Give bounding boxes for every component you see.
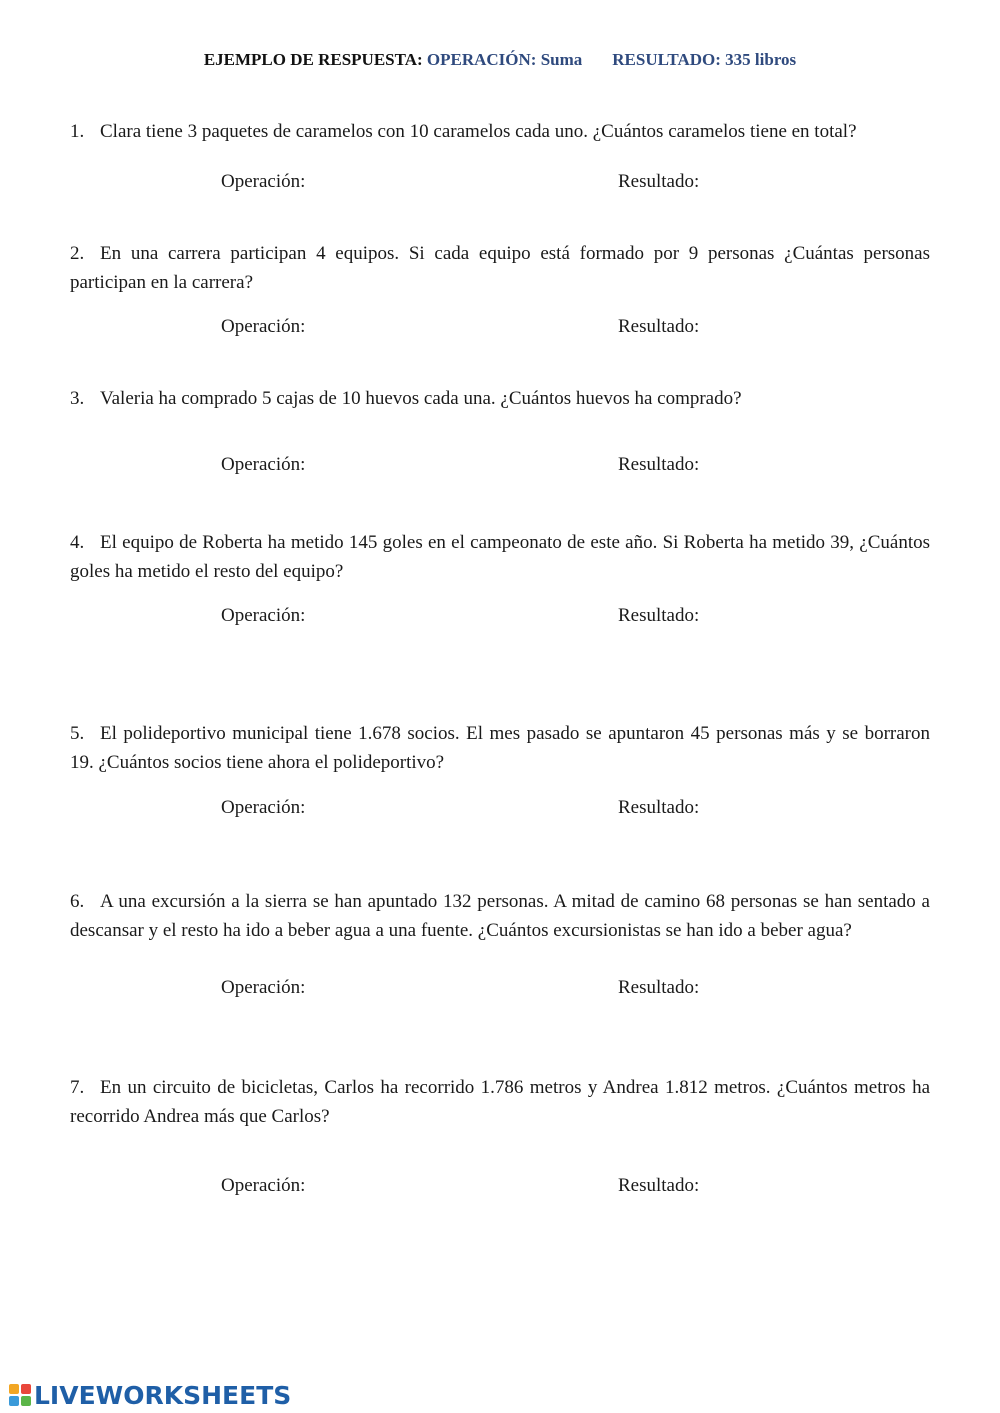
question-number: 4. [70, 532, 85, 553]
question-6-result[interactable] [618, 977, 699, 999]
example-answer-header [0, 50, 1000, 70]
example-colon: : [416, 50, 423, 69]
question-3-operation[interactable] [221, 454, 305, 476]
operation-label: Operación: [221, 316, 306, 337]
result-label: Resultado: [618, 316, 700, 337]
question-1 [70, 117, 930, 146]
brand-name: LIVEWORKSHEETS [34, 1380, 292, 1410]
question-number: 5. [70, 723, 85, 744]
question-number: 6. [70, 891, 85, 912]
result-label: Resultado: [618, 605, 700, 626]
question-2 [70, 239, 930, 297]
question-7 [70, 1073, 930, 1131]
liveworksheets-logo-icon [8, 1383, 32, 1407]
question-6-operation[interactable] [221, 977, 305, 999]
question-7-result[interactable] [618, 1175, 699, 1197]
question-3-result[interactable] [618, 454, 699, 476]
question-1-result[interactable] [618, 171, 699, 193]
question-number: 1. [70, 121, 85, 142]
operation-label: Operación: [221, 977, 306, 998]
question-6 [70, 887, 930, 945]
question-5 [70, 719, 930, 777]
operation-label: Operación: [221, 797, 306, 818]
operation-label: Operación: [221, 171, 306, 192]
example-label: EJEMPLO DE RESPUESTA [203, 50, 417, 69]
result-label: Resultado: [618, 171, 700, 192]
question-3 [70, 384, 930, 413]
question-2-operation[interactable] [221, 316, 305, 338]
result-label: Resultado: [618, 977, 700, 998]
question-number: 7. [70, 1077, 85, 1098]
question-2-result[interactable] [618, 316, 699, 338]
liveworksheets-logo[interactable] [8, 1381, 291, 1409]
question-7-operation[interactable] [221, 1175, 305, 1197]
question-4-result[interactable] [618, 605, 699, 627]
question-number: 3. [70, 388, 85, 409]
question-5-operation[interactable] [221, 797, 305, 819]
question-4-operation[interactable] [221, 605, 305, 627]
operation-label: Operación: [221, 605, 306, 626]
question-text: A una excursión a la sierra se han apuntado 132 personas. A mitad de camino 68 personas se han sentado a descansar y el resto ha ido a beber agua a una fuente. ¿Cuántos excursionistas se han ido a beber agua? [70, 891, 930, 941]
question-1-operation[interactable] [221, 171, 305, 193]
question-4 [70, 528, 930, 586]
question-text: En un circuito de bicicletas, Carlos ha recorrido 1.786 metros y Andrea 1.812 metros. ¿Cuántos metros ha recorrido Andrea más que Carlos? [70, 1077, 930, 1127]
result-label: Resultado: [618, 797, 700, 818]
example-operation: OPERACIÓN: Suma [426, 50, 583, 69]
example-result: RESULTADO: 335 libros [612, 50, 797, 69]
question-text: El polideportivo municipal tiene 1.678 socios. El mes pasado se apuntaron 45 personas más y se borraron 19. ¿Cuántos socios tiene ahora el polideportivo? [70, 723, 930, 773]
operation-label: Operación: [221, 454, 306, 475]
question-text: Valeria ha comprado 5 cajas de 10 huevos cada una. ¿Cuántos huevos ha comprado? [100, 388, 742, 409]
question-5-result[interactable] [618, 797, 699, 819]
question-text: En una carrera participan 4 equipos. Si cada equipo está formado por 9 personas ¿Cuántas personas participan en la carrera? [70, 243, 930, 293]
operation-label: Operación: [221, 1175, 306, 1196]
result-label: Resultado: [618, 454, 700, 475]
question-number: 2. [70, 243, 85, 264]
question-text: El equipo de Roberta ha metido 145 goles en el campeonato de este año. Si Roberta ha metido 39, ¿Cuántos goles ha metido el resto del equipo? [70, 532, 930, 582]
question-text: Clara tiene 3 paquetes de caramelos con 10 caramelos cada uno. ¿Cuántos caramelos tiene en total? [100, 121, 857, 142]
result-label: Resultado: [618, 1175, 700, 1196]
